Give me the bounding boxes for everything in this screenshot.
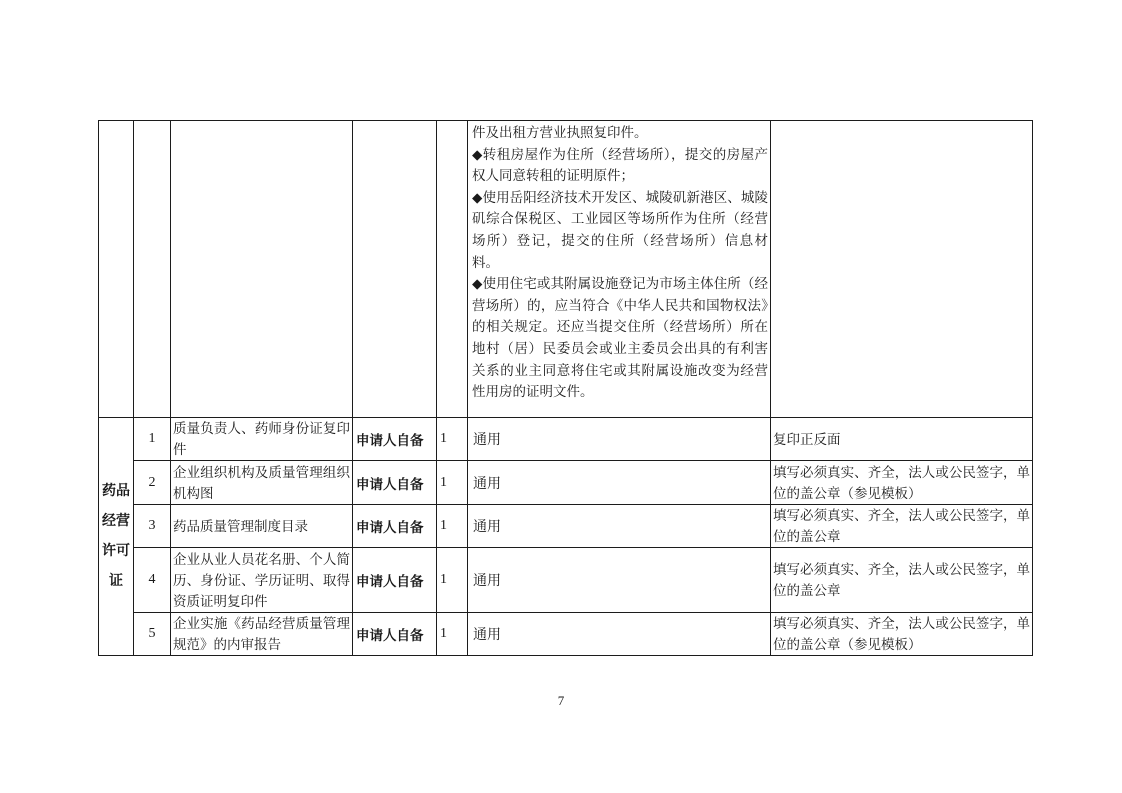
row-number-cell: 1 [134,418,171,461]
materials-requirements-table [98,120,1033,656]
requirement-paragraph-3: ◆使用岳阳经济技术开发区、城陵矶新港区、城陵矶综合保税区、工业园区等场所作为住所（经营场所）登记，提交的住所（经营场所）信息材料。 [472,189,768,270]
row-number-cell: 3 [134,505,171,548]
material-name-cell: 质量负责人、药师身份证复印件 [171,418,353,461]
license-name-line: 药品 [102,483,130,499]
table-row [99,505,1033,548]
empty-source-cell [353,121,437,418]
material-name-cell: 企业从业人员花名册、个人简历、身份证、学历证明、取得资质证明复印件 [171,548,353,613]
empty-number-cell [134,121,171,418]
material-name-cell: 企业组织机构及质量管理组织机构图 [171,461,353,505]
table-row [99,548,1033,613]
material-scope-cell: 通用 [468,461,771,505]
material-remark-cell: 复印正反面 [771,418,1033,461]
material-scope-cell: 通用 [468,548,771,613]
requirement-paragraph-2: ◆转租房屋作为住所（经营场所），提交的房屋产权人同意转租的证明原件； [472,146,768,184]
license-name-line: 证 [109,573,123,589]
row-number-cell: 4 [134,548,171,613]
row-number-cell: 5 [134,613,171,656]
page-number: 7 [557,693,565,708]
material-count-cell: 1 [437,613,468,656]
material-source-cell: 申请人自备 [353,613,437,656]
table-row [99,461,1033,505]
material-source-cell: 申请人自备 [353,418,437,461]
material-remark-cell: 填写必须真实、齐全，法人或公民签字，单位的盖公章（参见模板） [771,613,1033,656]
table-row [99,418,1033,461]
material-remark-cell: 填写必须真实、齐全，法人或公民签字，单位的盖公章（参见模板） [771,461,1033,505]
license-name-line: 许可 [102,543,130,559]
material-scope-cell: 通用 [468,613,771,656]
material-count-cell: 1 [437,505,468,548]
material-scope-cell: 通用 [468,505,771,548]
material-source-cell: 申请人自备 [353,548,437,613]
material-source-cell: 申请人自备 [353,461,437,505]
empty-count-cell [437,121,468,418]
row-number-cell: 2 [134,461,171,505]
license-name-cell [99,418,134,656]
material-count-cell: 1 [437,548,468,613]
material-count-cell: 1 [437,418,468,461]
material-name-cell: 药品质量管理制度目录 [171,505,353,548]
material-name-cell: 企业实施《药品经营质量管理规范》的内审报告 [171,613,353,656]
table-row-continuation [99,121,1033,418]
material-remark-cell: 填写必须真实、齐全，法人或公民签字，单位的盖公章 [771,548,1033,613]
material-scope-cell: 通用 [468,418,771,461]
empty-material-name-cell [171,121,353,418]
license-name-line: 经营 [102,513,130,529]
continuation-requirements-cell [468,121,771,418]
material-count-cell: 1 [437,461,468,505]
empty-license-cell [99,121,134,418]
table-row [99,613,1033,656]
requirement-paragraph-1: 件及出租方营业执照复印件。 [472,125,648,140]
empty-remark-cell [771,121,1033,418]
requirement-paragraph-4: ◆使用住宅或其附属设施登记为市场主体住所（经营场所）的，应当符合《中华人民共和国物权法》的相关规定。还应当提交住所（经营场所）所在地村（居）民委员会或业主委员会出具的有利害关系的业主同意将住宅或其附属设施改变为经营性用房的证明文件。 [472,276,768,400]
material-remark-cell: 填写必须真实、齐全，法人或公民签字，单位的盖公章 [771,505,1033,548]
material-source-cell: 申请人自备 [353,505,437,548]
